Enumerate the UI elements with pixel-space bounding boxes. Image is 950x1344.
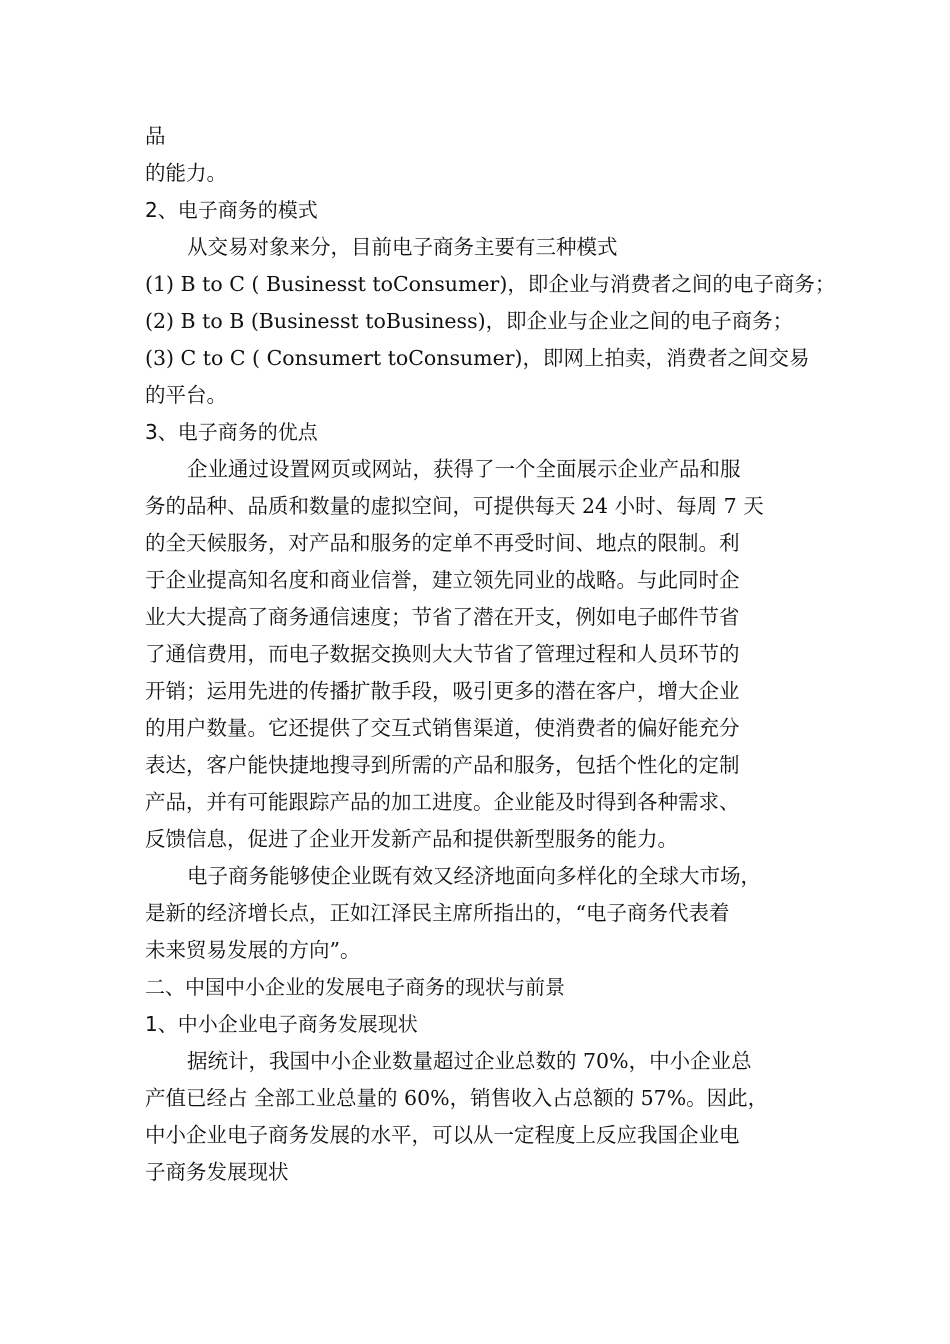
list-item-b2b: (2) B to B (Businesst toBusiness)，即企业与企业之间的电子商务； <box>145 309 794 333</box>
text-line: 开销；运用先进的传播扩散手段，吸引更多的潜在客户，增大企业 <box>145 679 740 703</box>
text-line: 的能力。 <box>145 161 227 185</box>
paragraph-first-line: 电子商务能够使企业既有效又经济地面向多样化的全球大市场， <box>187 864 761 888</box>
text-line: 是新的经济增长点，正如江泽民主席所指出的，“电子商务代表着 <box>145 901 730 925</box>
text-line: 产品，并有可能跟踪产品的加工进度。企业能及时得到各种需求、 <box>145 790 740 814</box>
text-line: 业大大提高了商务通信速度；节省了潜在开支，例如电子邮件节省 <box>145 605 740 629</box>
text-line: 子商务发展现状 <box>145 1160 289 1184</box>
text-line: 产值已经占 全部工业总量的 60%，销售收入占总额的 57%。因此， <box>145 1086 769 1110</box>
section-heading-modes: 2、电子商务的模式 <box>145 198 318 222</box>
list-item-c2c: (3) C to C ( Consumert toConsumer)，即网上拍卖，消费者之间交易 <box>145 346 810 370</box>
text-line: 表达，客户能快捷地搜寻到所需的产品和服务，包括个性化的定制 <box>145 753 740 777</box>
paragraph-first-line: 从交易对象来分，目前电子商务主要有三种模式 <box>187 235 618 259</box>
chapter-heading: 二、中国中小企业的发展电子商务的现状与前景 <box>145 975 565 999</box>
text-line: 未来贸易发展的方向”。 <box>145 938 361 962</box>
paragraph-first-line: 据统计，我国中小企业数量超过企业总数的 70%，中小企业总 <box>187 1049 752 1073</box>
text-line: 反馈信息，促进了企业开发新产品和提供新型服务的能力。 <box>145 827 678 851</box>
section-heading-status: 1、中小企业电子商务发展现状 <box>145 1012 418 1036</box>
section-heading-advantages: 3、电子商务的优点 <box>145 420 318 444</box>
list-item-b2c: (1) B to C ( Businesst toConsumer)，即企业与消费者之间的电子商务； <box>145 272 836 296</box>
text-line: 中小企业电子商务发展的水平，可以从一定程度上反应我国企业电 <box>145 1123 740 1147</box>
text-line: 的平台。 <box>145 383 227 407</box>
text-line: 务的品种、品质和数量的虚拟空间，可提供每天 24 小时、每周 7 天 <box>145 494 764 518</box>
text-line: 的全天候服务，对产品和服务的定单不再受时间、地点的限制。利 <box>145 531 740 555</box>
text-line: 了通信费用，而电子数据交换则大大节省了管理过程和人员环节的 <box>145 642 740 666</box>
document-body <box>145 118 836 1191</box>
paragraph-first-line: 企业通过设置网页或网站，获得了一个全面展示企业产品和服 <box>187 457 741 481</box>
text-line: 于企业提高知名度和商业信誉，建立领先同业的战略。与此同时企 <box>145 568 740 592</box>
text-line: 品 <box>145 124 166 148</box>
text-line: 的用户数量。它还提供了交互式销售渠道，使消费者的偏好能充分 <box>145 716 740 740</box>
